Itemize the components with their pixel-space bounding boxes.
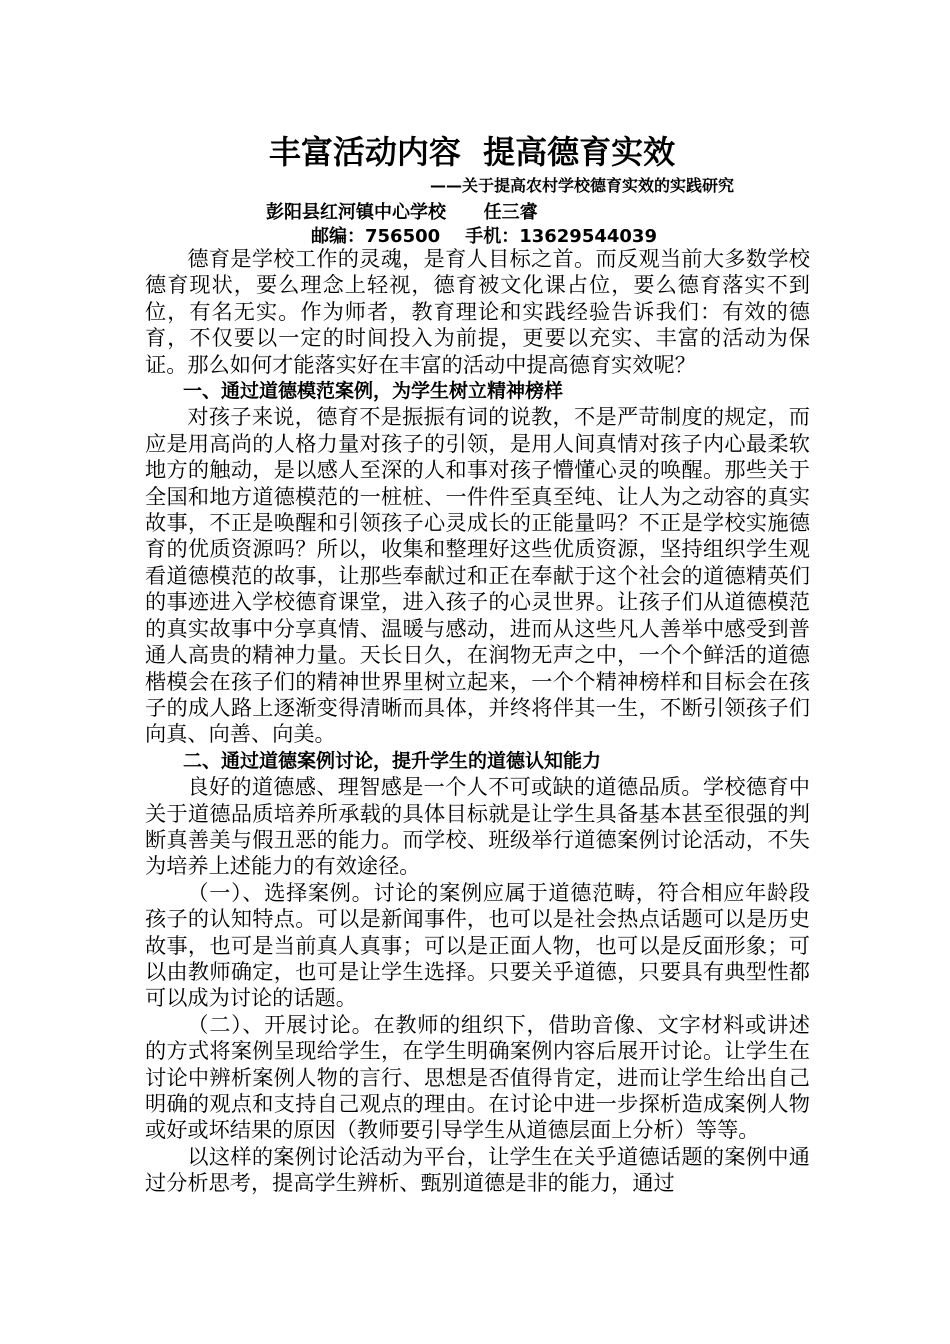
section-2-paragraph: 良好的道德感、理智感是一个人不可或缺的道德品质。学校德育中关于道德品质培养所承载的具体目标就是让学生具备基本甚至很强的判断真善美与假丑恶的能力。而学校、班级举行道德案例讨论活动，不失为培养上述能力的有效途径。 <box>145 774 810 879</box>
section-1-paragraph: 对孩子来说，德育不是振振有词的说教，不是严苛制度的规定，而应是用高尚的人格力量对孩子的引领，是用人间真情对孩子内心最柔软地方的触动，是以感人至深的人和事对孩子懵懂心灵的唤醒。那些关于全国和地方道德模范的一桩桩、一件件至真至纯、让人为之动容的真实故事，不正是唤醒和引领孩子心灵成长的正能量吗？不正是学校实施德育的优质资源吗？所以，收集和整理好这些优质资源，坚持组织学生观看道德模范的故事，让那些奉献过和正在奉献于这个社会的道德精英们的事迹进入学校德育课堂，进入孩子的心灵世界。让孩子们从道德模范的真实故事中分享真情、温暖与感动，进而从这些凡人善举中感受到普通人高贵的精神力量。天长日久，在润物无声之中，一个个鲜活的道德楷模会在孩子们的精神世界里树立起来，一个个精神榜样和目标会在孩子的成人路上逐渐变得清晰而具体，并终将伴其一生，不断引领孩子们向真、向善、向美。 <box>145 404 810 747</box>
section-heading-2: 二、通过道德案例讨论，提升学生的道德认知能力 <box>183 749 602 772</box>
contact-line: 邮编：756500 手机：13629544039 <box>311 226 657 247</box>
intro-paragraph: 德育是学校工作的灵魂，是育人目标之首。而反观当前大多数学校德育现状，要么理念上轻视，德育被文化课占位，要么德育落实不到位，有名无实。作为师者，教育理论和实践经验告诉我们：有效的德育，不仅要以一定的时间投入为前提，更要以充实、丰富的活动为保证。那么如何才能落实好在丰富的活动中提高德育实效呢？ <box>145 246 810 377</box>
author-line: 彭阳县红河镇中心学校 任三睿 <box>266 202 538 223</box>
subsection-1-paragraph: （一）、选择案例。讨论的案例应属于道德范畴，符合相应年龄段孩子的认知特点。可以是新闻事件，也可以是社会热点话题可以是历史故事，也可是当前真人真事；可以是正面人物，也可以是反面形象；可以由教师确定，也可是让学生选择。只要关乎道德，只要具有典型性都可以成为讨论的话题。 <box>145 879 810 1011</box>
document-body <box>145 246 810 1197</box>
document-subtitle: ——关于提高农村学校德育实效的实践研究 <box>430 176 735 195</box>
document-title: 丰富活动内容 提高德育实效 <box>268 133 676 171</box>
subsection-2-paragraph: （二）、开展讨论。在教师的组织下，借助音像、文字材料或讲述的方式将案例呈现给学生，在学生明确案例内容后展开讨论。让学生在讨论中辨析案例人物的言行、思想是否值得肯定，进而让学生给出自己明确的观点和支持自己观点的理由。在讨论中进一步探析造成案例人物或好或坏结果的原因（教师要引导学生从道德层面上分析）等等。 <box>145 1011 810 1143</box>
section-heading-1: 一、通过道德模范案例，为学生树立精神榜样 <box>183 380 564 403</box>
closing-paragraph: 以这样的案例讨论活动为平台，让学生在关乎道德话题的案例中通过分析思考，提高学生辨析、甄别道德是非的能力，通过 <box>145 1143 810 1196</box>
